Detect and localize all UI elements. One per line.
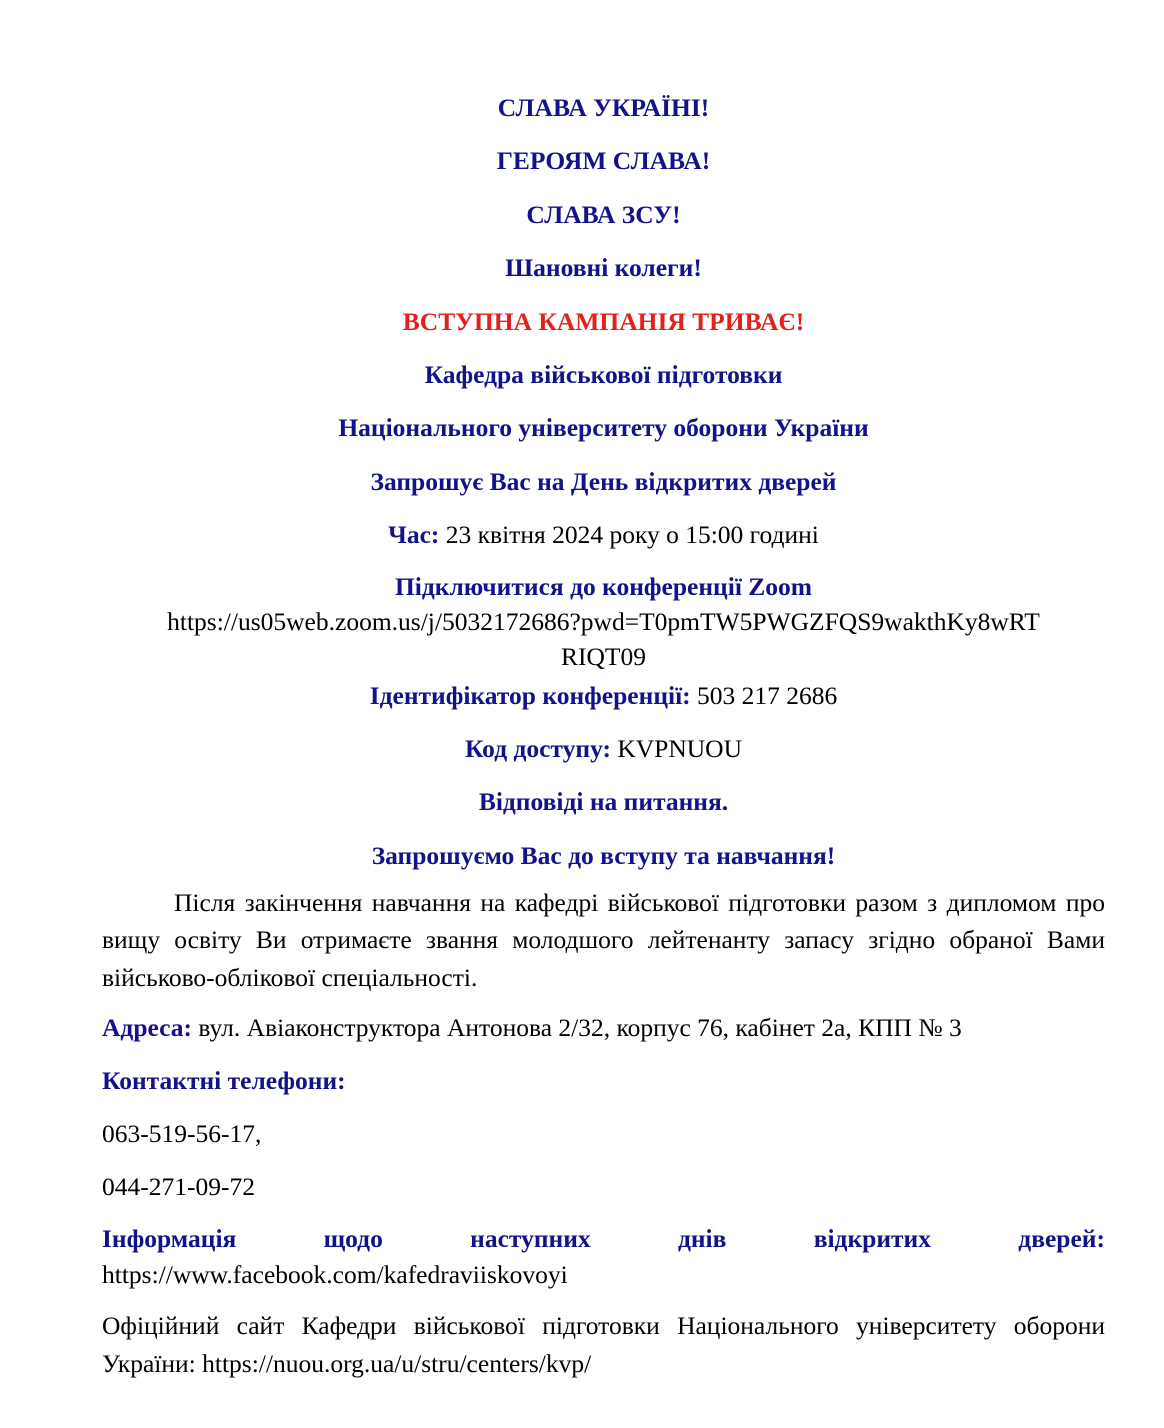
official-site-text: Офіційний сайт Кафедри військової підготовки Національного університету оборони України: <box>102 1311 1105 1378</box>
graduation-paragraph: Після закінчення навчання на кафедрі військової підготовки разом з дипломом про вищу освіту Ви отримаєте звання молодшого лейтенанту запасу згідно обраної Вами військово-облікової спеціальності. <box>102 887 1105 992</box>
event-time-value: 23 квітня 2024 року о 15:00 годині <box>445 520 819 550</box>
open-days-info-heading <box>102 1221 1105 1257</box>
address-line <box>102 1009 1105 1062</box>
contacts-heading: Контактні телефони: <box>102 1066 346 1096</box>
phone-2[interactable]: 044-271-09-72 <box>102 1172 255 1202</box>
access-code <box>102 729 1105 782</box>
conference-id <box>102 676 1105 729</box>
info-word-6: дверей: <box>1018 1224 1105 1254</box>
official-site-link[interactable]: https://nuou.org.ua/u/stru/centers/kvp/ <box>202 1348 592 1378</box>
campaign-announcement: ВСТУПНА КАМПАНІЯ ТРИВАЄ! <box>402 306 805 336</box>
greeting-slava-zsu: СЛАВА ЗСУ! <box>526 199 681 229</box>
zoom-url-line2[interactable]: RIQT09 <box>561 641 646 671</box>
access-code-label: Код доступу: <box>464 733 611 763</box>
info-word-4: днів <box>677 1224 727 1254</box>
zoom-block <box>102 569 1105 676</box>
zoom-heading: Підключитися до конференції Zoom <box>394 571 813 601</box>
info-word-2: щодо <box>323 1224 383 1254</box>
document-page <box>102 88 1105 1382</box>
salutation: Шановні колеги! <box>505 253 702 283</box>
conference-id-value: 503 217 2686 <box>697 680 838 710</box>
zoom-link-continued[interactable] <box>102 639 1105 674</box>
event-time-label: Час: <box>388 520 440 550</box>
access-code-value: KVPNUOU <box>617 733 743 763</box>
event-time <box>102 515 1105 568</box>
department-name: Кафедра військової підготовки <box>424 359 783 389</box>
conference-id-label: Ідентифікатор конференції: <box>369 680 691 710</box>
info-word-1: Інформація <box>102 1224 237 1254</box>
university-name: Національного університету оборони України <box>338 413 869 443</box>
zoom-url-line1[interactable]: https://us05web.zoom.us/j/5032172686?pwd=T0pmTW5PWGZFQS9wakthKy8wRT <box>167 606 1040 636</box>
greeting-slava-ukraini: СЛАВА УКРАЇНІ! <box>497 93 710 122</box>
greeting-heroyam-slava: ГЕРОЯМ СЛАВА! <box>496 146 711 176</box>
welcome-line: Запрошуємо Вас до вступу та навчання! <box>371 840 836 870</box>
info-word-3: наступних <box>470 1224 591 1254</box>
address-label: Адреса: <box>102 1013 192 1043</box>
info-word-5: відкритих <box>813 1224 931 1254</box>
zoom-link[interactable] <box>102 604 1105 639</box>
facebook-link[interactable]: https://www.facebook.com/kafedraviiskovoyi <box>102 1260 568 1290</box>
official-site-paragraph <box>102 1307 1105 1382</box>
phone-1[interactable]: 063-519-56-17, <box>102 1119 262 1149</box>
address-value: вул. Авіаконструктора Антонова 2/32, корпус 76, кабінет 2а, КПП № 3 <box>198 1013 962 1043</box>
facebook-line <box>102 1257 1105 1307</box>
qa-line: Відповіді на питання. <box>478 787 729 817</box>
open-day-invitation: Запрошує Вас на День відкритих дверей <box>370 466 837 496</box>
